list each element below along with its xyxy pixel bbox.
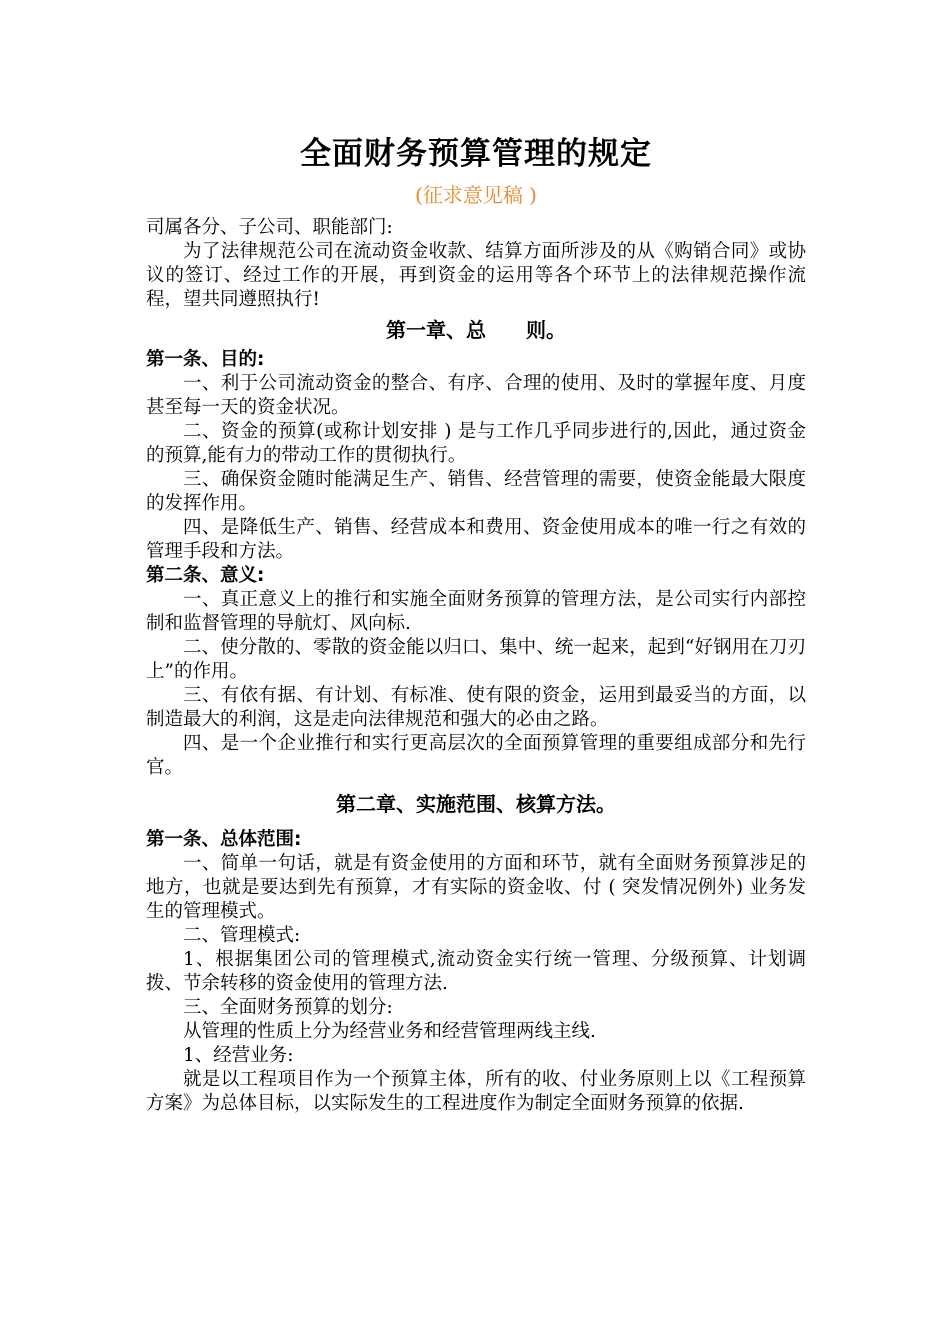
chapter-1-heading: 第一章、总 则。 [386, 318, 566, 342]
chapter-1-article-2-heading: 第二条、意义: [146, 565, 265, 586]
paragraph: 三、有依有据、有计划、有标准、使有限的资金，运用到最妥当的方面，以制造最大的利润，这是走向法律规范和强大的必由之路。 [146, 685, 806, 730]
intro-paragraph: 为了法律规范公司在流动资金收款、结算方面所涉及的从《购销合同》或协议的签订、经过工作的开展，再到资金的运用等各个环节上的法律规范操作流程，望共同遵照执行! [146, 241, 806, 310]
paragraph: 就是以工程项目作为一个预算主体，所有的收、付业务原则上以《工程预算方案》为总体目标，以实际发生的工程进度作为制定全面财务预算的依据. [146, 1069, 806, 1114]
paragraph: 一、真正意义上的推行和实施全面财务预算的管理方法，是公司实行内部控制和监督管理的导航灯、风向标. [146, 589, 806, 634]
paragraph: 从管理的性质上分为经营业务和经营管理两线主线. [183, 1021, 596, 1042]
paragraph: 四、是一个企业推行和实行更高层次的全面预算管理的重要组成部分和先行官。 [146, 733, 806, 778]
addressee-line: 司属各分、子公司、职能部门: [146, 217, 393, 238]
chapter-2-heading: 第二章、实施范围、核算方法。 [336, 792, 616, 816]
paragraph: 二、管理模式: [183, 925, 301, 946]
paragraph: 1、根据集团公司的管理模式,流动资金实行统一管理、分级预算、计划调拨、节余转移的资金使用的管理方法. [146, 949, 806, 994]
document-page [146, 120, 806, 1116]
chapter-2-article-1-heading: 第一条、总体范围: [146, 829, 302, 850]
document-title: 全面财务预算管理的规定 [300, 136, 652, 172]
chapter-1-article-1-heading: 第一条、目的: [146, 349, 265, 370]
paragraph: 三、全面财务预算的划分: [183, 997, 393, 1018]
paragraph: 二、使分散的、零散的资金能以归口、集中、统一起来，起到“好钢用在刀刃上”的作用。 [146, 637, 806, 682]
document-subtitle: (征求意见稿 ) [415, 183, 537, 207]
paragraph: 三、确保资金随时能满足生产、销售、经营管理的需要，使资金能最大限度的发挥作用。 [146, 469, 806, 514]
paragraph: 四、是降低生产、销售、经营成本和费用、资金使用成本的唯一行之有效的管理手段和方法。 [146, 517, 806, 562]
paragraph: 1、经营业务: [183, 1045, 294, 1066]
paragraph: 一、利于公司流动资金的整合、有序、合理的使用、及时的掌握年度、月度甚至每一天的资金状况。 [146, 373, 806, 418]
paragraph: 一、简单一句话，就是有资金使用的方面和环节，就有全面财务预算涉足的地方，也就是要达到先有预算，才有实际的资金收、付 ( 突发情况例外) 业务发生的管理模式。 [146, 853, 806, 922]
paragraph: 二、资金的预算(或称计划安排 ) 是与工作几乎同步进行的,因此，通过资金的预算,能有力的带动工作的贯彻执行。 [146, 421, 806, 466]
